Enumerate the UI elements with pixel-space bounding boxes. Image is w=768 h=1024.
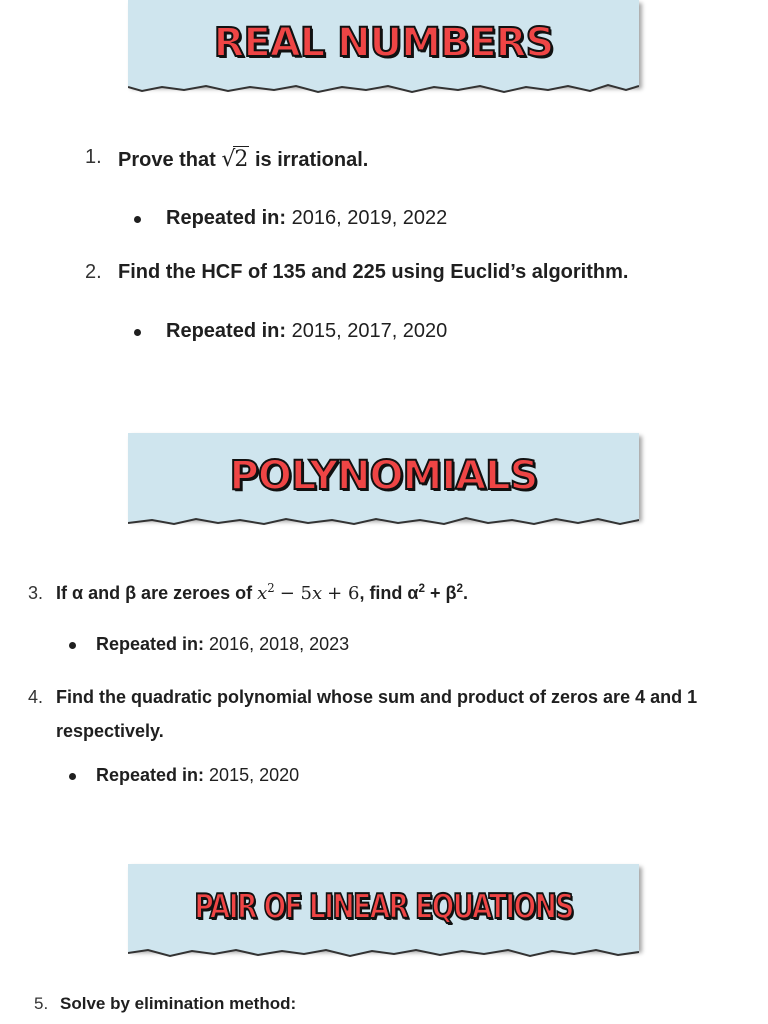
question-2 — [85, 261, 629, 284]
repeated-years: 2016, 2019, 2022 — [291, 207, 448, 229]
question-3 — [28, 581, 469, 604]
sqrt-expression — [221, 146, 249, 172]
question-number: 1. — [85, 146, 102, 168]
repeated-label: Repeated in: — [96, 765, 205, 785]
repeated-label: Repeated in: — [166, 320, 287, 342]
bullet-dot — [134, 216, 141, 223]
repeated-years: 2016, 2018, 2023 — [209, 634, 350, 654]
math-x: x — [257, 583, 268, 604]
repeated-info-1 — [166, 207, 447, 230]
section-title: REAL NUMBERS — [213, 20, 554, 66]
section-banner-polynomials — [128, 433, 639, 519]
repeated-info-2 — [166, 320, 447, 343]
math-term: − 5 — [279, 583, 312, 604]
repeated-years: 2015, 2017, 2020 — [291, 320, 448, 342]
question-text: Find the HCF of 135 and 225 using Euclid’s algorithm. — [118, 261, 629, 283]
repeated-info-3 — [96, 634, 349, 655]
repeated-years: 2015, 2020 — [209, 765, 300, 785]
question-text-plus: + β — [425, 583, 457, 603]
repeated-info-4 — [96, 765, 299, 786]
bullet-dot — [69, 773, 76, 780]
torn-edge-decoration — [128, 942, 639, 960]
repeated-label: Repeated in: — [166, 207, 287, 229]
question-number: 2. — [85, 261, 102, 283]
radicand: 2 — [234, 147, 249, 172]
question-text-end: . — [463, 583, 469, 603]
question-number: 4. — [28, 687, 44, 707]
section-banner-real-numbers — [128, 0, 639, 86]
question-number: 3. — [28, 583, 44, 603]
repeated-label: Repeated in: — [96, 634, 205, 654]
section-title: PAIR OF LINEAR EQUATIONS — [194, 887, 573, 927]
math-exponent: 2 — [267, 581, 275, 595]
question-text: Solve by elimination method: — [60, 994, 297, 1013]
superscript: 2 — [456, 582, 464, 595]
question-4 — [28, 680, 756, 748]
section-title: POLYNOMIALS — [229, 453, 538, 499]
bullet-dot — [69, 642, 76, 649]
torn-edge-decoration — [128, 78, 639, 96]
math-constant: + 6 — [327, 583, 360, 604]
superscript: 2 — [418, 582, 426, 595]
bullet-dot — [134, 329, 141, 336]
section-banner-linear-equations — [128, 864, 639, 950]
torn-edge-decoration — [128, 511, 639, 529]
radical-sign: √ — [221, 147, 236, 172]
question-text: Prove that — [118, 149, 216, 171]
math-x: x — [312, 583, 323, 604]
question-text-find: , find α — [359, 583, 419, 603]
question-number: 5. — [34, 994, 49, 1013]
question-text-line-2: respectively. — [56, 721, 164, 741]
question-text-line-1: Find the quadratic polynomial whose sum and product of zeros are 4 and 1 — [56, 687, 698, 707]
question-text-end: is irrational. — [254, 149, 369, 171]
question-text: If α and β are zeroes of — [56, 583, 253, 603]
question-5 — [34, 994, 297, 1014]
question-1 — [85, 146, 369, 172]
